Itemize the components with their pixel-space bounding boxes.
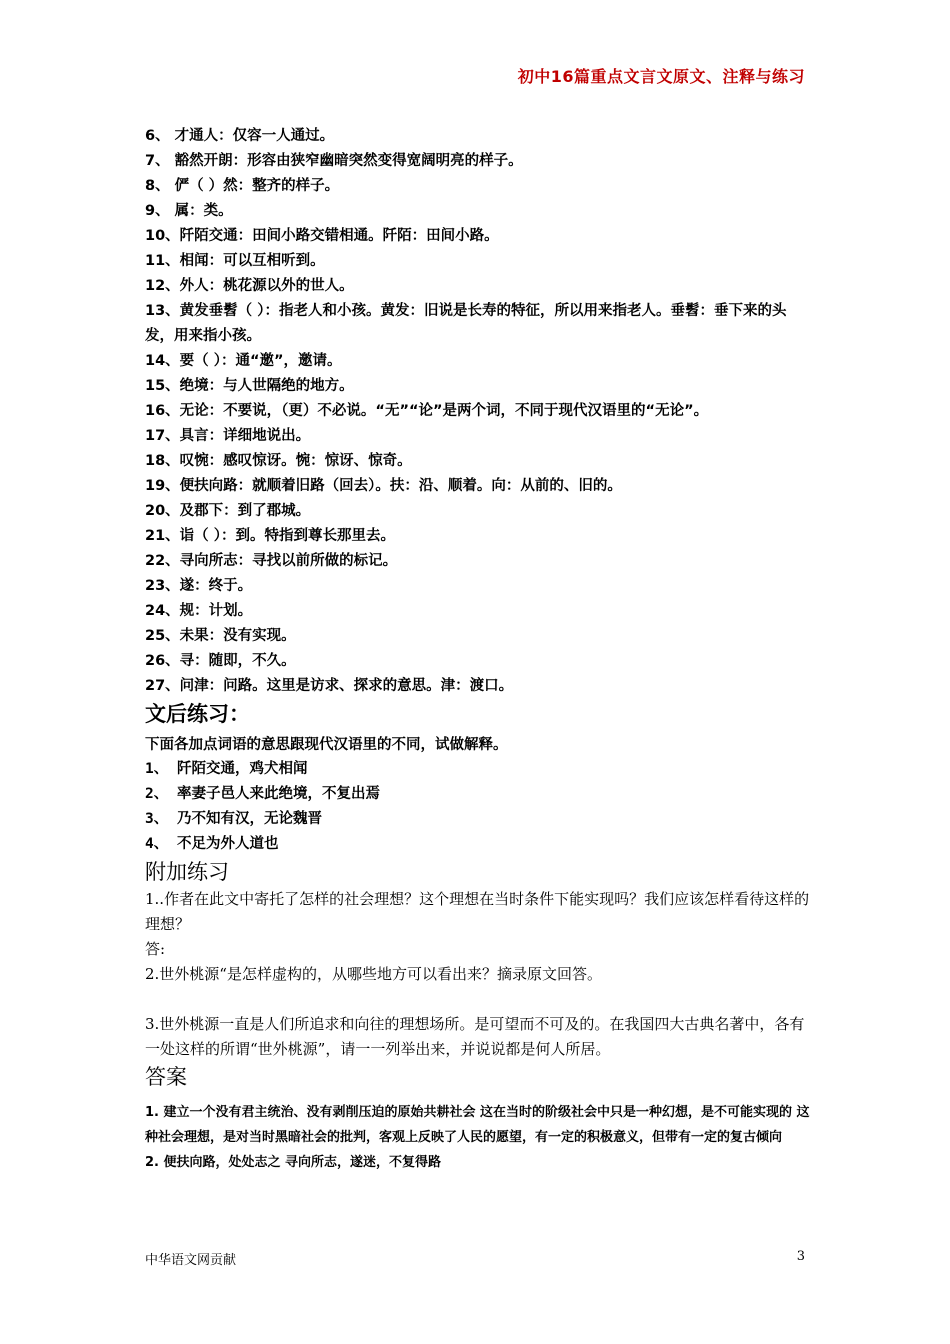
note-25: 25、未果：没有实现。 xyxy=(145,628,296,644)
page-number: 3 xyxy=(796,1249,805,1264)
note-14: 14、要（ ）：通“邀”，邀请。 xyxy=(145,353,342,369)
note-7: 7、 豁然开朗：形容由狭窄幽暗突然变得宽阔明亮的样子。 xyxy=(145,153,523,169)
note-11: 11、相闻：可以互相听到。 xyxy=(145,253,325,269)
content-column xyxy=(145,124,810,1175)
note-26: 26、寻：随即，不久。 xyxy=(145,653,296,669)
note-27: 27、问津：问路。这里是访求、探求的意思。津：渡口。 xyxy=(145,678,514,694)
page-header-title: 初中16篇重点文言文原文、注释与练习 xyxy=(517,67,805,86)
exercise-item-4: 4、 不足为外人道也 xyxy=(145,836,279,852)
note-13: 13、黄发垂髫（ ）：指老人和小孩。黄发：旧说是长寿的特征，所以用来指老人。垂髫：垂下来的头发，用来指小孩。 xyxy=(145,303,787,344)
note-23: 23、遂：终于。 xyxy=(145,578,253,594)
answer-2: 2. 便扶向路，处处志之 寻向所志，遂迷，不复得路 xyxy=(145,1155,442,1170)
note-15: 15、绝境：与人世隔绝的地方。 xyxy=(145,378,354,394)
note-12: 12、外人：桃花源以外的世人。 xyxy=(145,278,354,294)
question-3: 3.世外桃源一直是人们所追求和向往的理想场所。是可望而不可及的。在我国四大古典名著中，各有一处这样的所谓“世外桃源”，请一一列举出来，并说说都是何人所居。 xyxy=(145,1015,805,1058)
question-1: 1..作者在此文中寄托了怎样的社会理想？这个理想在当时条件下能实现吗？我们应该怎样看待这样的理想？ xyxy=(145,890,810,933)
exercise-item-3: 3、 乃不知有汉，无论魏晋 xyxy=(145,811,322,827)
note-21: 21、诣（ ）：到。特指到尊长那里去。 xyxy=(145,528,395,544)
note-17: 17、具言：详细地说出。 xyxy=(145,428,311,444)
note-9: 9、 属：类。 xyxy=(145,203,233,219)
exercise-heading: 文后练习： xyxy=(145,701,250,726)
question-2: 2.世外桃源“是怎样虚构的，从哪些地方可以看出来？摘录原文回答。 xyxy=(145,965,602,983)
note-19: 19、便扶向路：就顺着旧路（回去）。扶：沿、顺着。向：从前的、旧的。 xyxy=(145,478,622,494)
answer-label: 答: xyxy=(145,940,166,958)
note-8: 8、 俨（ ）然：整齐的样子。 xyxy=(145,178,340,194)
note-6: 6、 才通人：仅容一人通过。 xyxy=(145,128,335,144)
note-22: 22、寻向所志：寻找以前所做的标记。 xyxy=(145,553,398,569)
note-20: 20、及郡下：到了郡城。 xyxy=(145,503,311,519)
exercise-item-2: 2、 率妻子邑人来此绝境，不复出焉 xyxy=(145,786,380,802)
exercise-intro: 下面各加点词语的意思跟现代汉语里的不同，试做解释。 xyxy=(145,737,508,753)
answers-heading: 答案 xyxy=(145,1065,187,1089)
footer-source: 中华语文网贡献 xyxy=(145,1253,237,1268)
note-18: 18、叹惋：感叹惊讶。惋：惊讶、惊奇。 xyxy=(145,453,412,469)
note-16: 16、无论：不要说，（更）不必说。“无”“论”是两个词，不同于现代汉语里的“无论”。 xyxy=(145,403,709,419)
additional-heading: 附加练习 xyxy=(145,860,229,884)
exercise-item-1: 1、 阡陌交通，鸡犬相闻 xyxy=(145,761,308,777)
note-24: 24、规：计划。 xyxy=(145,603,253,619)
note-10: 10、阡陌交通：田间小路交错相通。阡陌：田间小路。 xyxy=(145,228,499,244)
answer-1: 1. 建立一个没有君主统治、没有剥削压迫的原始共耕社会 这在当时的阶级社会中只是一种幻想，是不可能实现的 这种社会理想，是对当时黑暗社会的批判，客观上反映了人民的愿望，有一定的积极意义，但带有一定的复古倾向 xyxy=(145,1105,810,1145)
